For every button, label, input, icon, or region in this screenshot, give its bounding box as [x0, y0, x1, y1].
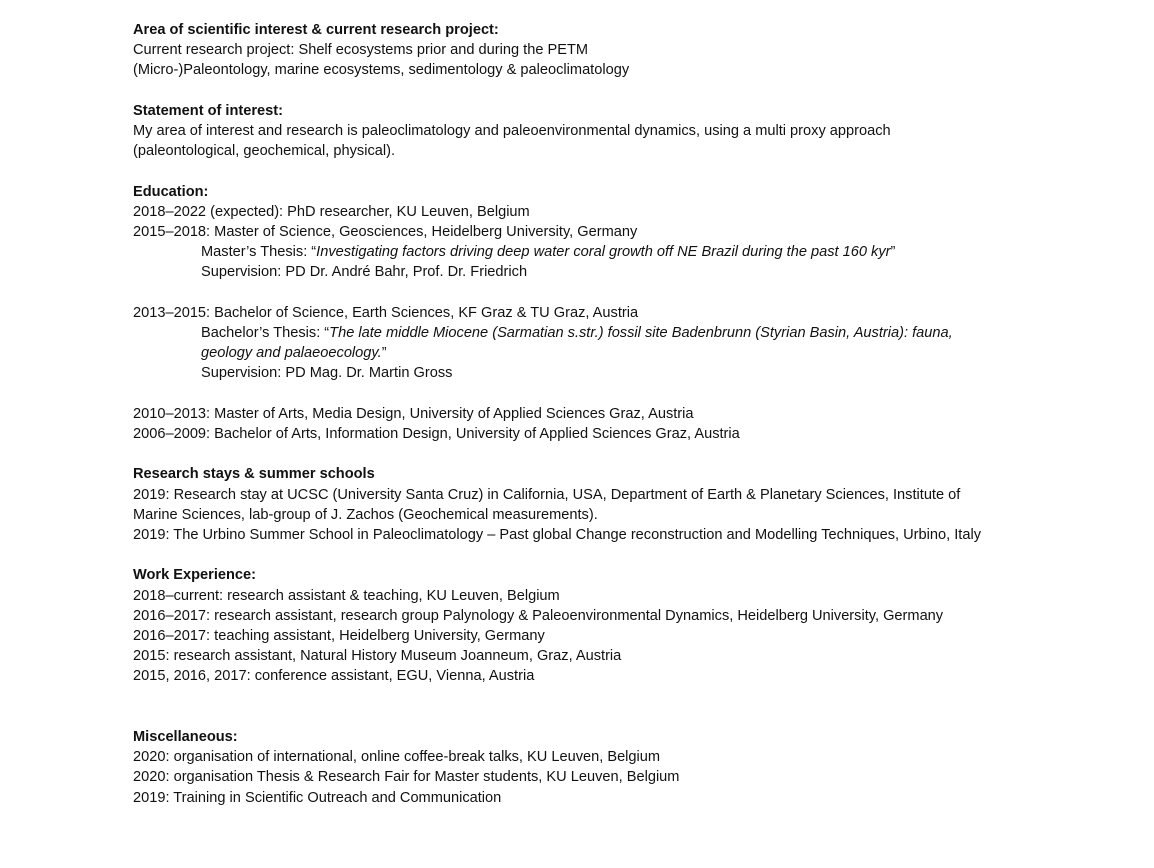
education-ba: 2006–2009: Bachelor of Arts, Information Design, University of Applied Sciences Graz, Austria	[133, 426, 740, 442]
bsc-thesis-suffix: ”	[381, 345, 387, 362]
education-msc: 2015–2018: Master of Science, Geosciences, Heidelberg University, Germany	[133, 224, 638, 240]
research-item: 2019: Research stay at UCSC (University Santa Cruz) in California, USA, Department of Earth & Planetary Sciences, Institute of	[133, 486, 961, 503]
statement-line: My area of interest and research is paleoclimatology and paleoenvironmental dynamics, using a multi proxy approach	[133, 123, 891, 139]
bsc-thesis-cont	[133, 343, 1133, 363]
section-heading-misc: Miscellaneous:	[133, 729, 238, 745]
work-item: 2015: research assistant, Natural History Museum Joanneum, Graz, Austria	[133, 648, 622, 665]
msc-thesis-suffix: ”	[890, 244, 896, 261]
msc-supervision: Supervision: PD Dr. André Bahr, Prof. Dr. Friedrich	[201, 264, 528, 281]
msc-thesis-title: Investigating factors driving deep water coral growth off NE Brazil during the past 160 kyr	[316, 244, 891, 261]
education-bsc: 2013–2015: Bachelor of Science, Earth Sciences, KF Graz & TU Graz, Austria	[133, 304, 639, 321]
misc-item: 2020: organisation Thesis & Research Fair for Master students, KU Leuven, Belgium	[133, 769, 680, 786]
work-item: 2016–2017: teaching assistant, Heidelberg University, Germany	[133, 628, 545, 644]
work-item: 2018–current: research assistant & teaching, KU Leuven, Belgium	[133, 587, 560, 604]
section-heading-research: Research stays & summer schools	[133, 466, 375, 483]
bsc-supervision: Supervision: PD Mag. Dr. Martin Gross	[201, 365, 453, 382]
section-heading-work: Work Experience:	[133, 567, 257, 584]
work-item: 2016–2017: research assistant, research group Palynology & Paleoenvironmental Dynamics, Heidelberg University, Germany	[133, 607, 944, 624]
work-item: 2015, 2016, 2017: conference assistant, EGU, Vienna, Austria	[133, 668, 535, 685]
bsc-thesis-title-1: The late middle Miocene (Sarmatian s.str.) fossil site Badenbrunn (Styrian Basin, Austria): fauna,	[329, 325, 953, 341]
bsc-thesis-title-2: geology and palaeoecology.	[201, 345, 382, 362]
research-item-cont: Marine Sciences, lab-group of J. Zachos (Geochemical measurements).	[133, 506, 598, 523]
statement-line: (paleontological, geochemical, physical).	[133, 143, 396, 160]
section-heading-statement: Statement of interest:	[133, 102, 284, 119]
section-heading-education: Education:	[133, 183, 209, 200]
cv-document	[133, 20, 1133, 808]
misc-item: 2020: organisation of international, online coffee-break talks, KU Leuven, Belgium	[133, 749, 661, 766]
interest-line: Current research project: Shelf ecosystems prior and during the PETM	[133, 42, 589, 59]
research-item: 2019: The Urbino Summer School in Paleoclimatology – Past global Change reconstruction and Modelling Techniques, Urbino, Italy	[133, 527, 982, 543]
msc-thesis-prefix: Master’s Thesis: “	[201, 244, 317, 261]
bsc-thesis	[133, 323, 1133, 343]
education-ma: 2010–2013: Master of Arts, Media Design, University of Applied Sciences Graz, Austria	[133, 405, 694, 422]
section-heading-interest: Area of scientific interest & current research project:	[133, 22, 499, 38]
msc-thesis	[133, 242, 1133, 262]
interest-line: (Micro-)Paleontology, marine ecosystems, sedimentology & paleoclimatology	[133, 62, 630, 79]
education-phd: 2018–2022 (expected): PhD researcher, KU Leuven, Belgium	[133, 203, 530, 220]
misc-item: 2019: Training in Scientific Outreach and Communication	[133, 789, 502, 806]
bsc-thesis-prefix: Bachelor’s Thesis: “	[201, 325, 330, 341]
